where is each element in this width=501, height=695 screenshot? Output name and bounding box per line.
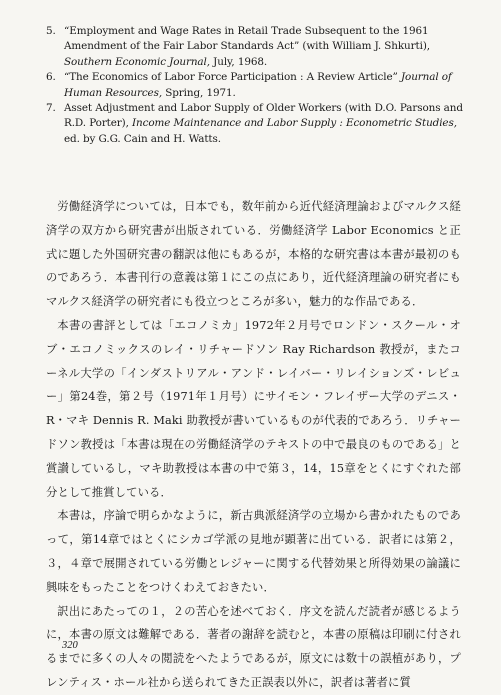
page-number: 320 [62, 640, 78, 651]
reference-tail: ed. by G.G. Cain and H. Watts. [64, 132, 221, 145]
body-paragraph-1: 労働経済学については，日本でも，数年前から近代経済理論およびマルクス経済学の双方から研究書が出版されている．労働経済学 Labor Economics と正式に題した外国研究書の翻訳は他にもあるが，本格的な研究書は本書が最初のものであろう．本書刊行の意義は第１にこの点にあり，近代経済理論の研究者にもマルクス経済学の研究者にも役立つところが多い，魅力的な作品である． [46, 200, 461, 309]
body-paragraph-4: 訳出にあたっての１，２の苦心を述べておく．序文を読んだ読者が感じるように，本書の原文は難解である．著者の謝辞を読むと，本書の原稿は印刷に付されるまでに多くの人々の閲読をへたようであるが，原文には数十の誤植があり，プレンティス・ホール社から送られてきた正誤表以外に，訳者は著者に質 [46, 604, 461, 689]
reference-tail: Spring, 1971. [162, 86, 236, 99]
reference-number: 7. [46, 102, 56, 115]
reference-item-6 [46, 70, 470, 101]
reference-number: 6. [46, 71, 56, 84]
reference-list [46, 24, 470, 147]
reference-item-7 [46, 101, 470, 147]
reference-item-5 [46, 24, 470, 70]
reference-text: Asset Adjustment and Labor Supply of Older Workers (with D.O. Parsons and R.D. Porter), [64, 102, 463, 130]
reference-text: “Employment and Wage Rates in Retail Trade Subsequent to the 1961 Amendment of the Fair Labor Standards Act” (with William J. Shkurti), [64, 25, 430, 53]
reference-text: “The Economics of Labor Force Participation : A Review Article” [64, 71, 401, 84]
reference-source: Income Maintenance and Labor Supply : Econometric Studies, [132, 117, 457, 130]
reference-tail: July, 1968. [209, 55, 268, 68]
reference-source: Journal of Human Resources, [64, 71, 452, 99]
body-paragraph-3: 本書は，序論で明らかなように，新古典派経済学の立場から書かれたものであって，第14章ではとくにシカゴ学派の見地が顕著に出ている．訳者には第２，３，４章で展開されている労働とレジャーに関する代替効果と所得効果の論議に興味をもったことをつけくわえておきたい． [46, 509, 461, 594]
reference-source: Southern Economic Journal, [64, 55, 210, 68]
body-paragraph-2: 本書の書評としては「エコノミカ」1972年２月号でロンドン・スクール・オブ・エコノミックスのレイ・リチャードソン Ray Richardson 教授が，またコーネル大学の「インダストリアル・アンド・レイバー・リレイションズ・レビュー」第24巻，第２号（1971年１月号）にサイモン・フレイザー大学のデニス・R・マキ Dennis R. Maki 助教授が書いているものが代表的であろう．リチャードソン教授は「本書は現在の労働経済学のテキストの中で最良のものである」と賞讃しているし，マキ助教授は本書の中で第３，14，15章をとくにすぐれた部分として推賞している． [46, 318, 461, 499]
reference-number: 5. [46, 25, 56, 37]
body-text [46, 195, 461, 695]
